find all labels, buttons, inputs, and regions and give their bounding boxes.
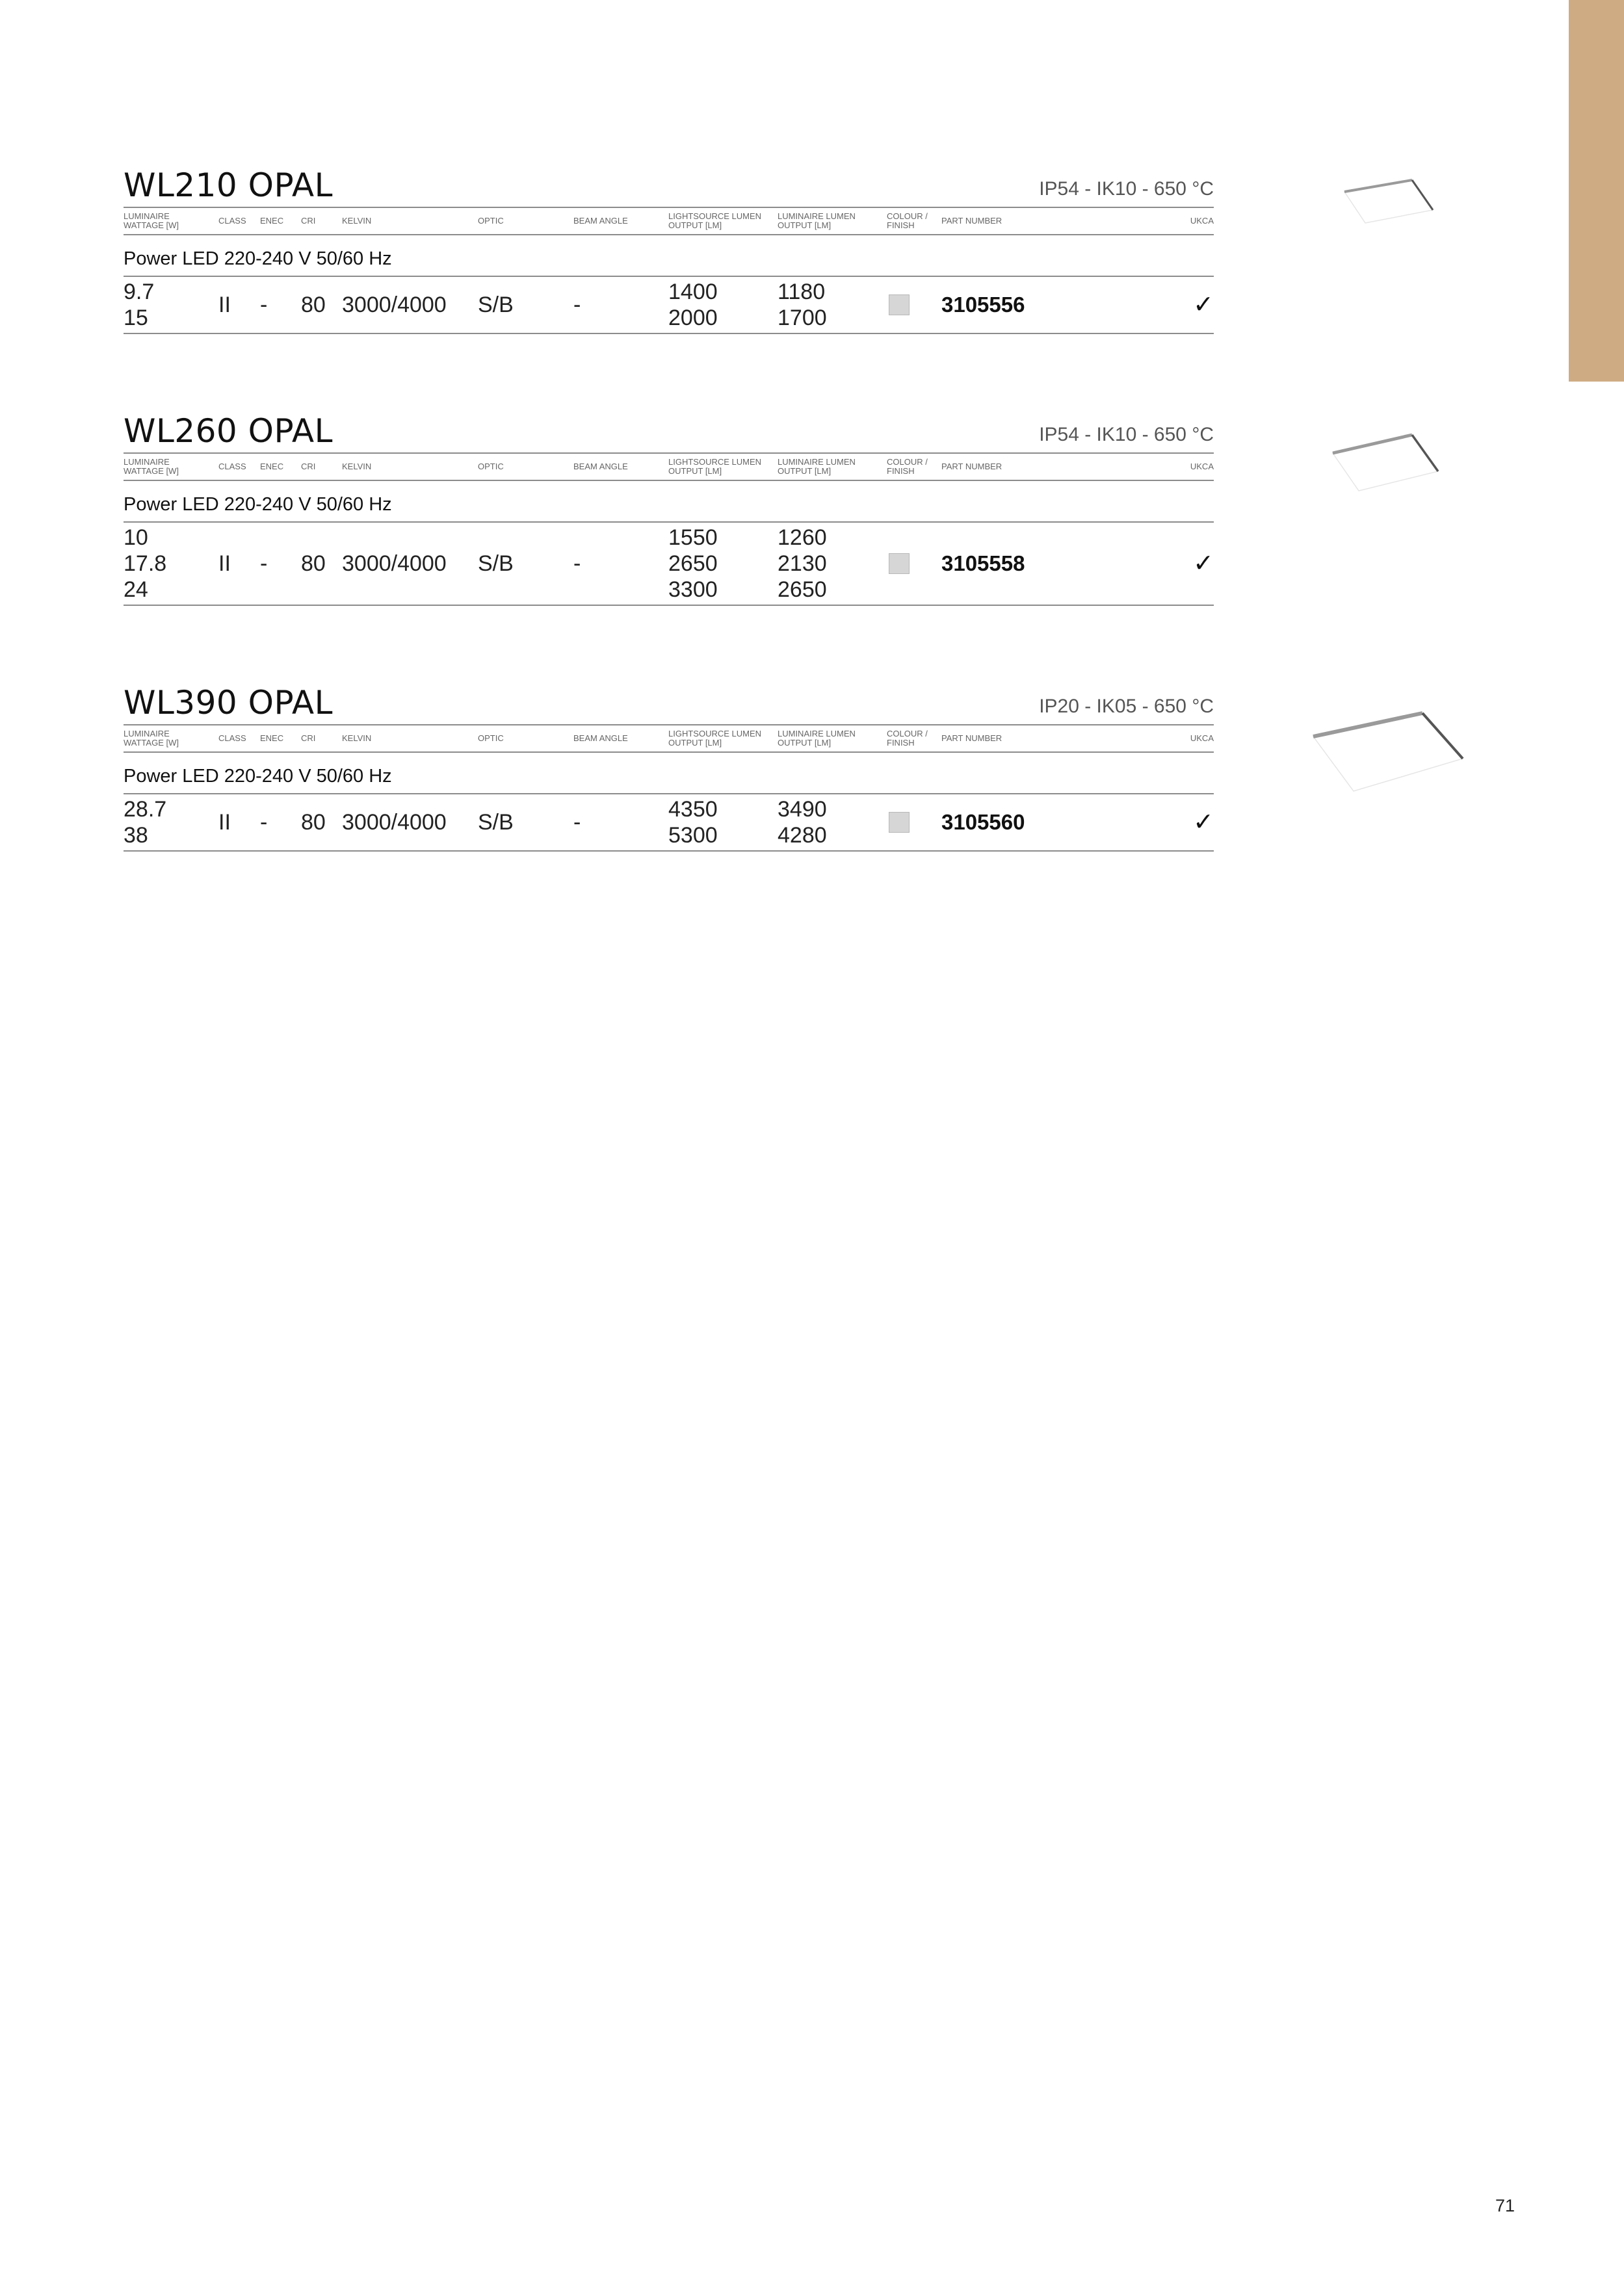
col-part: PART NUMBER <box>941 733 1002 743</box>
product-title: WL210 OPAL <box>124 166 333 204</box>
product-wl390 <box>124 680 1214 852</box>
finish-swatch <box>889 812 910 833</box>
section-tab <box>1569 0 1624 382</box>
col-colour: COLOUR / FINISH <box>887 457 928 476</box>
col-class: CLASS <box>218 733 246 743</box>
col-enec: ENEC <box>260 733 284 743</box>
col-ukca: UKCA <box>1190 462 1214 471</box>
finish-swatch <box>889 294 910 315</box>
col-beam: BEAM ANGLE <box>573 733 628 743</box>
beam-value: - <box>573 293 581 317</box>
col-colour: COLOUR / FINISH <box>887 211 928 230</box>
product-wl210 <box>124 163 1214 334</box>
col-cri: CRI <box>301 733 316 743</box>
lum-lumen-values: 1180 1700 <box>778 280 827 330</box>
beam-value: - <box>573 551 581 576</box>
col-optic: OPTIC <box>478 216 504 226</box>
product-rating: IP20 - IK05 - 650 °C <box>1039 696 1214 717</box>
kelvin-value: 3000/4000 <box>342 810 447 835</box>
product-rating: IP54 - IK10 - 650 °C <box>1039 178 1214 200</box>
wl210-luminaire-image <box>1339 172 1437 228</box>
col-lum-lumen: LUMINAIRE LUMEN OUTPUT [LM] <box>778 211 856 230</box>
column-header-row <box>124 207 1214 235</box>
power-row <box>124 481 1214 523</box>
class-value: II <box>218 293 231 317</box>
wattage-values: 9.7 15 <box>124 280 155 330</box>
beam-value: - <box>573 810 581 835</box>
col-beam: BEAM ANGLE <box>573 462 628 471</box>
ukca-check-icon: ✓ <box>1193 291 1214 319</box>
finish-swatch <box>889 553 910 574</box>
product-header <box>124 163 1214 207</box>
power-label: Power LED 220-240 V 50/60 Hz <box>124 766 392 787</box>
power-label: Power LED 220-240 V 50/60 Hz <box>124 248 392 269</box>
page-number: 71 <box>1495 2196 1515 2215</box>
enec-value: - <box>260 293 268 317</box>
col-cri: CRI <box>301 462 316 471</box>
col-ukca: UKCA <box>1190 733 1214 743</box>
enec-value: - <box>260 810 268 835</box>
col-kelvin: KELVIN <box>342 462 372 471</box>
product-header <box>124 408 1214 452</box>
product-title: WL260 OPAL <box>124 412 333 450</box>
enec-value: - <box>260 551 268 576</box>
kelvin-value: 3000/4000 <box>342 293 447 317</box>
col-kelvin: KELVIN <box>342 216 372 226</box>
col-ls-lumen: LIGHTSOURCE LUMEN OUTPUT [LM] <box>668 211 762 230</box>
cri-value: 80 <box>301 810 326 835</box>
optic-value: S/B <box>478 551 514 576</box>
wl390-luminaire-image <box>1307 705 1469 796</box>
col-optic: OPTIC <box>478 462 504 471</box>
part-number: 3105560 <box>941 810 1025 834</box>
col-wattage: LUMINAIRE WATTAGE [W] <box>124 729 179 748</box>
col-ls-lumen: LIGHTSOURCE LUMEN OUTPUT [LM] <box>668 729 762 748</box>
wl260-luminaire-image <box>1326 426 1443 497</box>
col-lum-lumen: LUMINAIRE LUMEN OUTPUT [LM] <box>778 457 856 476</box>
column-header-row <box>124 724 1214 753</box>
col-enec: ENEC <box>260 216 284 226</box>
power-row <box>124 235 1214 277</box>
optic-value: S/B <box>478 810 514 835</box>
col-enec: ENEC <box>260 462 284 471</box>
class-value: II <box>218 810 231 835</box>
ls-lumen-values: 1400 2000 <box>668 280 718 330</box>
table-row <box>124 794 1214 852</box>
ls-lumen-values: 4350 5300 <box>668 797 718 848</box>
col-class: CLASS <box>218 462 246 471</box>
power-row <box>124 753 1214 794</box>
col-cri: CRI <box>301 216 316 226</box>
kelvin-value: 3000/4000 <box>342 551 447 576</box>
class-value: II <box>218 551 231 576</box>
col-wattage: LUMINAIRE WATTAGE [W] <box>124 457 179 476</box>
col-beam: BEAM ANGLE <box>573 216 628 226</box>
ukca-check-icon: ✓ <box>1193 550 1214 577</box>
col-part: PART NUMBER <box>941 216 1002 226</box>
table-row <box>124 523 1214 606</box>
lum-lumen-values: 1260 2130 2650 <box>778 525 827 602</box>
col-ls-lumen: LIGHTSOURCE LUMEN OUTPUT [LM] <box>668 457 762 476</box>
product-title: WL390 OPAL <box>124 684 333 722</box>
col-colour: COLOUR / FINISH <box>887 729 928 748</box>
product-header <box>124 680 1214 724</box>
ukca-check-icon: ✓ <box>1193 809 1214 836</box>
power-label: Power LED 220-240 V 50/60 Hz <box>124 494 392 515</box>
col-kelvin: KELVIN <box>342 733 372 743</box>
cri-value: 80 <box>301 293 326 317</box>
wattage-values: 10 17.8 24 <box>124 525 167 602</box>
part-number: 3105556 <box>941 293 1025 317</box>
wattage-values: 28.7 38 <box>124 797 167 848</box>
col-part: PART NUMBER <box>941 462 1002 471</box>
lum-lumen-values: 3490 4280 <box>778 797 827 848</box>
cri-value: 80 <box>301 551 326 576</box>
col-wattage: LUMINAIRE WATTAGE [W] <box>124 211 179 230</box>
product-rating: IP54 - IK10 - 650 °C <box>1039 424 1214 445</box>
column-header-row <box>124 452 1214 481</box>
ls-lumen-values: 1550 2650 3300 <box>668 525 718 602</box>
optic-value: S/B <box>478 293 514 317</box>
col-class: CLASS <box>218 216 246 226</box>
part-number: 3105558 <box>941 551 1025 575</box>
col-lum-lumen: LUMINAIRE LUMEN OUTPUT [LM] <box>778 729 856 748</box>
col-ukca: UKCA <box>1190 216 1214 226</box>
product-wl260 <box>124 408 1214 606</box>
col-optic: OPTIC <box>478 733 504 743</box>
table-row <box>124 277 1214 334</box>
